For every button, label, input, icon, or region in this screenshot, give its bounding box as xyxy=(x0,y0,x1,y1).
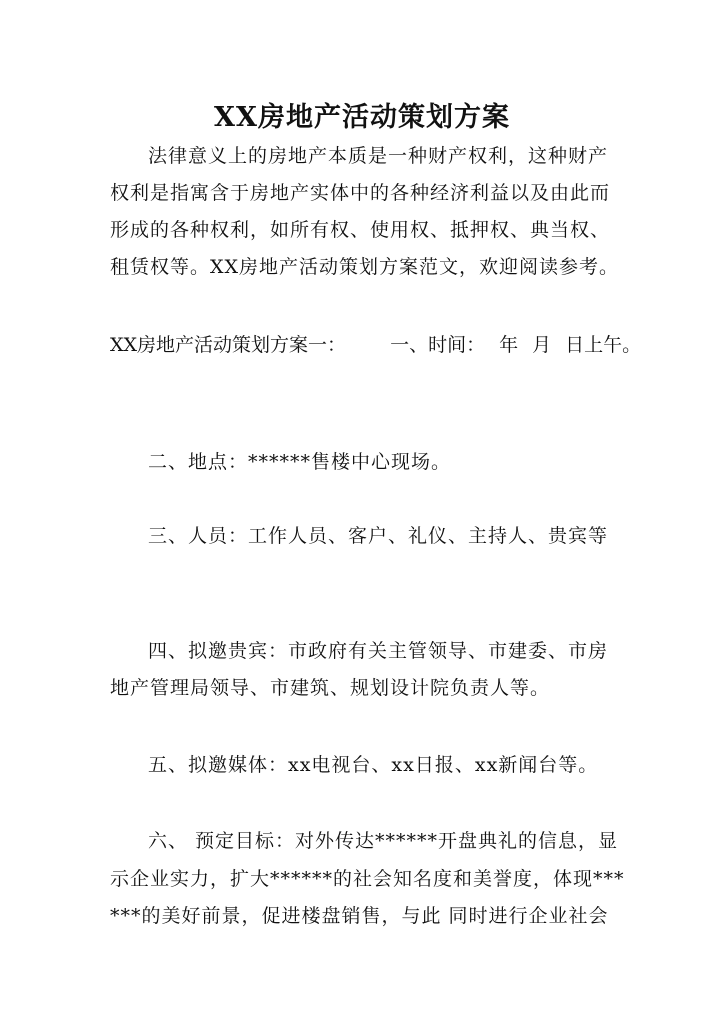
document-title: XX房地产活动策划方案 xyxy=(214,102,510,133)
plan-heading-row xyxy=(110,332,724,358)
intro-line-1: 法律意义上的房地产本质是一种财产权利，这种财产 xyxy=(148,145,609,167)
goal-line-3: ***的美好前景，促进楼盘销售，与此 同时进行企业社会 xyxy=(110,905,609,927)
intro-line-4: 租赁权等。XX房地产活动策划方案范文，欢迎阅读参考。 xyxy=(110,256,620,278)
guests-line-2: 地产管理局领导、市建筑、规划设计院负责人等。 xyxy=(110,677,551,699)
intro-line-2: 权利是指寓含于房地产实体中的各种经济利益以及由此而 xyxy=(110,182,611,204)
time-month: 月 xyxy=(532,334,552,356)
time-day: 日上午。 xyxy=(565,334,642,356)
place-line: 二、地点：******售楼中心现场。 xyxy=(148,451,452,473)
guests-line-1: 四、拟邀贵宾：市政府有关主管领导、市建委、市房 xyxy=(148,640,609,662)
goal-line-2: 示企业实力，扩大******的社会知名度和美誉度，体现*** xyxy=(110,868,625,890)
plan-heading: XX房地产活动策划方案一： xyxy=(110,334,347,356)
people-line: 三、人员：工作人员、客户、礼仪、主持人、贵宾等 xyxy=(148,525,609,547)
media-line: 五、拟邀媒体：xx电视台、xx日报、xx新闻台等。 xyxy=(148,754,599,776)
time-label: 一、时间： xyxy=(390,334,486,356)
time-year: 年 xyxy=(499,334,519,356)
goal-line-1: 六、 预定目标：对外传达******开盘典礼的信息，显 xyxy=(148,830,619,852)
intro-line-3: 形成的各种权利，如所有权、使用权、抵押权、典当权、 xyxy=(110,219,611,241)
